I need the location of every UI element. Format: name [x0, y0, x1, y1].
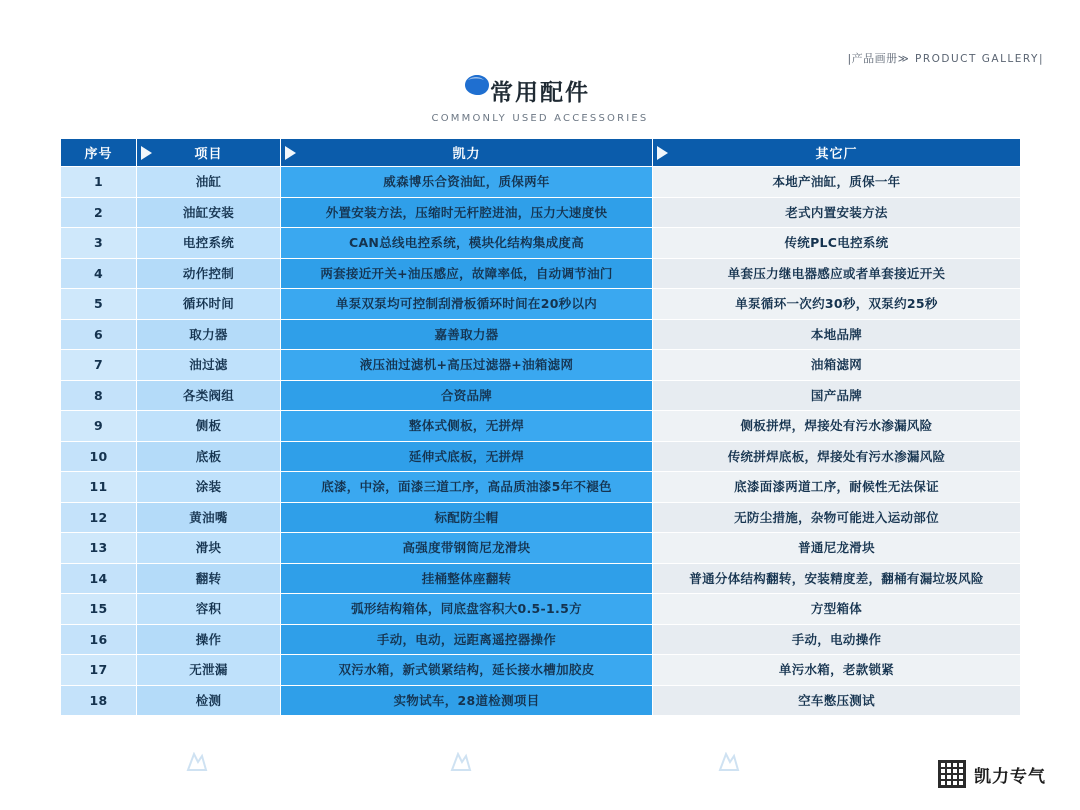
table-row — [61, 685, 1021, 716]
watermark-icon — [718, 752, 740, 772]
table-row — [61, 228, 1021, 259]
cell-other: 侧板拼焊，焊接处有污水渗漏风险 — [653, 411, 1021, 442]
cell-no: 1 — [61, 167, 137, 198]
cell-no: 15 — [61, 594, 137, 625]
table-row — [61, 167, 1021, 198]
table-row — [61, 319, 1021, 350]
cell-item: 底板 — [137, 441, 281, 472]
cell-item: 电控系统 — [137, 228, 281, 259]
cell-other: 单泵循环一次约30秒，双泵约25秒 — [653, 289, 1021, 320]
cell-item: 油缸 — [137, 167, 281, 198]
cell-kaili: 整体式侧板，无拼焊 — [281, 411, 653, 442]
corner-label-cn: |产品画册 — [847, 52, 898, 65]
cell-item: 各类阀组 — [137, 380, 281, 411]
cell-kaili: 嘉善取力器 — [281, 319, 653, 350]
cell-other: 国产品牌 — [653, 380, 1021, 411]
cell-no: 13 — [61, 533, 137, 564]
page-title — [490, 78, 590, 108]
cell-item: 循环时间 — [137, 289, 281, 320]
table-row — [61, 533, 1021, 564]
table-row — [61, 594, 1021, 625]
table-row — [61, 502, 1021, 533]
title-block — [0, 78, 1080, 124]
cell-item: 涂装 — [137, 472, 281, 503]
cell-kaili: 手动，电动，远距离遥控器操作 — [281, 624, 653, 655]
comparison-table — [60, 138, 1021, 716]
table-body — [61, 167, 1021, 716]
ink-blob-icon — [464, 74, 490, 98]
cell-no: 7 — [61, 350, 137, 381]
cell-kaili: 双污水箱，新式锁紧结构，延长接水槽加胶皮 — [281, 655, 653, 686]
cell-kaili: 挂桶整体座翻转 — [281, 563, 653, 594]
table-row — [61, 350, 1021, 381]
table-header-row — [61, 139, 1021, 167]
cell-kaili: 实物试车，28道检测项目 — [281, 685, 653, 716]
cell-item: 检测 — [137, 685, 281, 716]
cell-kaili: 弧形结构箱体，同底盘容积大0.5-1.5方 — [281, 594, 653, 625]
cell-item: 操作 — [137, 624, 281, 655]
cell-kaili: 外置安装方法，压缩时无杆腔进油，压力大速度快 — [281, 197, 653, 228]
cell-kaili: 两套接近开关+油压感应，故障率低，自动调节油门 — [281, 258, 653, 289]
table-row — [61, 441, 1021, 472]
cell-kaili: 高强度带钢筒尼龙滑块 — [281, 533, 653, 564]
cell-other: 手动，电动操作 — [653, 624, 1021, 655]
cell-item: 取力器 — [137, 319, 281, 350]
table-head — [61, 139, 1021, 167]
cell-item: 油缸安装 — [137, 197, 281, 228]
table-row — [61, 197, 1021, 228]
column-header-no: 序号 — [61, 139, 137, 167]
cell-kaili: 底漆，中涂，面漆三道工序，高品质油漆5年不褪色 — [281, 472, 653, 503]
cell-no: 17 — [61, 655, 137, 686]
cell-other: 无防尘措施，杂物可能进入运动部位 — [653, 502, 1021, 533]
cell-kaili: CAN总线电控系统，模块化结构集成度高 — [281, 228, 653, 259]
cell-no: 4 — [61, 258, 137, 289]
corner-label-en: ≫ PRODUCT GALLERY| — [897, 53, 1044, 65]
cell-kaili: 延伸式底板，无拼焊 — [281, 441, 653, 472]
cell-other: 单套压力继电器感应或者单套接近开关 — [653, 258, 1021, 289]
cell-other: 底漆面漆两道工序，耐候性无法保证 — [653, 472, 1021, 503]
cell-no: 18 — [61, 685, 137, 716]
cell-item: 容积 — [137, 594, 281, 625]
cell-other: 单污水箱，老款锁紧 — [653, 655, 1021, 686]
column-header-kaili: 凯力 — [281, 139, 653, 167]
cell-other: 传统拼焊底板，焊接处有污水渗漏风险 — [653, 441, 1021, 472]
comparison-table-wrap — [60, 138, 1020, 716]
cell-no: 6 — [61, 319, 137, 350]
cell-kaili: 标配防尘帽 — [281, 502, 653, 533]
cell-other: 普通分体结构翻转，安装精度差，翻桶有漏垃圾风险 — [653, 563, 1021, 594]
cell-other: 普通尼龙滑块 — [653, 533, 1021, 564]
cell-other: 老式内置安装方法 — [653, 197, 1021, 228]
cell-item: 油过滤 — [137, 350, 281, 381]
table-row — [61, 472, 1021, 503]
cell-no: 2 — [61, 197, 137, 228]
cell-other: 方型箱体 — [653, 594, 1021, 625]
cell-item: 动作控制 — [137, 258, 281, 289]
cell-kaili: 单泵双泵均可控制刮滑板循环时间在20秒以内 — [281, 289, 653, 320]
watermark-icon — [186, 752, 208, 772]
cell-other: 空车憋压测试 — [653, 685, 1021, 716]
page-subtitle: COMMONLY USED ACCESSORIES — [431, 113, 649, 124]
cell-other: 传统PLC电控系统 — [653, 228, 1021, 259]
cell-no: 11 — [61, 472, 137, 503]
table-row — [61, 411, 1021, 442]
cell-item: 侧板 — [137, 411, 281, 442]
cell-item: 滑块 — [137, 533, 281, 564]
table-row — [61, 624, 1021, 655]
table-row — [61, 380, 1021, 411]
cell-no: 14 — [61, 563, 137, 594]
cell-other: 本地产油缸，质保一年 — [653, 167, 1021, 198]
cell-kaili: 威森博乐合资油缸，质保两年 — [281, 167, 653, 198]
qr-code-icon — [938, 760, 966, 788]
cell-no: 8 — [61, 380, 137, 411]
page-title-text: 常用配件 — [490, 80, 590, 106]
cell-no: 5 — [61, 289, 137, 320]
cell-kaili: 液压油过滤机+高压过滤器+油箱滤网 — [281, 350, 653, 381]
cell-no: 3 — [61, 228, 137, 259]
table-row — [61, 258, 1021, 289]
cell-other: 油箱滤网 — [653, 350, 1021, 381]
cell-no: 12 — [61, 502, 137, 533]
table-row — [61, 655, 1021, 686]
watermark-icon — [450, 752, 472, 772]
cell-item: 黄油嘴 — [137, 502, 281, 533]
footer-brand — [938, 760, 1046, 788]
table-row — [61, 289, 1021, 320]
cell-item: 无泄漏 — [137, 655, 281, 686]
cell-item: 翻转 — [137, 563, 281, 594]
footer-brand-text: 凯力专气 — [974, 766, 1046, 787]
column-header-other: 其它厂 — [653, 139, 1021, 167]
cell-no: 16 — [61, 624, 137, 655]
cell-other: 本地品牌 — [653, 319, 1021, 350]
cell-no: 10 — [61, 441, 137, 472]
column-header-item: 项目 — [137, 139, 281, 167]
cell-kaili: 合资品牌 — [281, 380, 653, 411]
cell-no: 9 — [61, 411, 137, 442]
table-row — [61, 563, 1021, 594]
corner-label — [847, 50, 1044, 66]
